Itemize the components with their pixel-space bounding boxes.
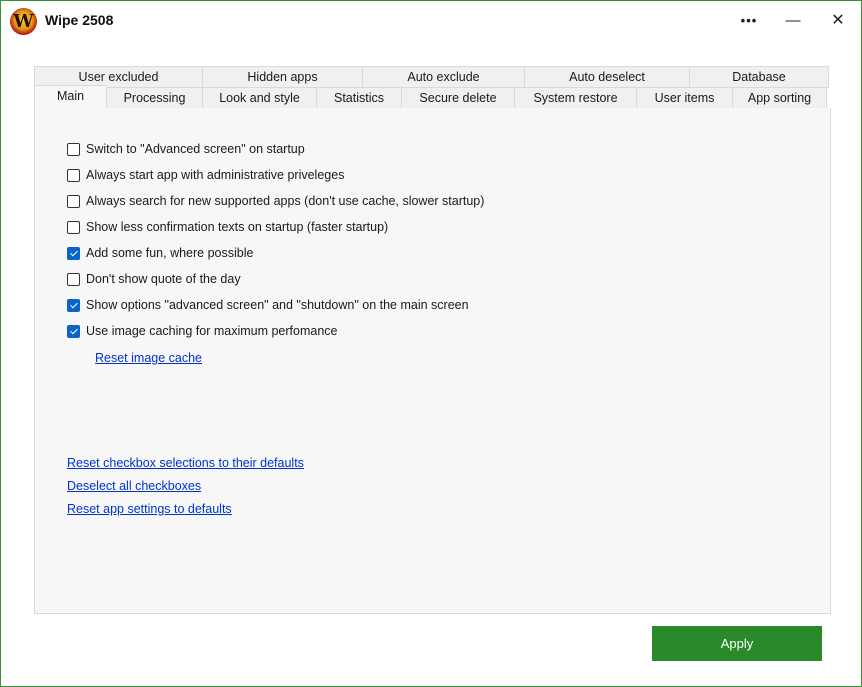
option-add-fun[interactable] [67, 244, 253, 262]
tab-secure-delete[interactable]: Secure delete [401, 87, 514, 109]
option-advanced-screen-startup[interactable] [67, 140, 305, 158]
option-label: Use image caching for maximum perfomance [86, 324, 338, 338]
checkbox[interactable] [67, 169, 80, 182]
more-options-button[interactable]: ••• [740, 13, 758, 28]
tab-auto-exclude[interactable]: Auto exclude [362, 66, 524, 88]
tab-user-excluded[interactable]: User excluded [34, 66, 202, 88]
minimize-button[interactable]: — [785, 12, 801, 29]
reset-checkbox-defaults-link[interactable]: Reset checkbox selections to their defaults [67, 456, 304, 470]
option-label: Add some fun, where possible [86, 246, 254, 260]
apply-button[interactable]: Apply [652, 626, 822, 661]
app-logo-icon: W [10, 8, 37, 35]
tab-processing[interactable]: Processing [106, 87, 202, 109]
option-admin-privileges[interactable] [67, 166, 344, 184]
option-label: Always search for new supported apps (don't use cache, slower startup) [86, 194, 485, 208]
tab-system-restore[interactable]: System restore [514, 87, 636, 109]
checkbox[interactable] [67, 143, 80, 156]
option-label: Always start app with administrative priveleges [86, 168, 345, 182]
option-show-advanced-shutdown[interactable] [67, 296, 469, 314]
option-search-new-apps[interactable] [67, 192, 484, 210]
tab-user-items[interactable]: User items [636, 87, 732, 109]
title-bar [1, 1, 861, 41]
checkbox[interactable] [67, 299, 80, 312]
option-no-quote[interactable] [67, 270, 241, 288]
option-label: Show options "advanced screen" and "shutdown" on the main screen [86, 298, 469, 312]
option-label: Switch to "Advanced screen" on startup [86, 142, 305, 156]
tab-hidden-apps[interactable]: Hidden apps [202, 66, 362, 88]
tab-row-front [34, 87, 827, 109]
close-button[interactable]: ✕ [831, 12, 845, 29]
tab-row-back [34, 66, 829, 88]
option-label: Show less confirmation texts on startup (faster startup) [86, 220, 389, 234]
checkbox[interactable] [67, 325, 80, 338]
option-label: Don't show quote of the day [86, 272, 241, 286]
tab-main[interactable]: Main [34, 85, 106, 109]
tab-database[interactable]: Database [689, 66, 829, 88]
tab-look-and-style[interactable]: Look and style [202, 87, 316, 109]
reset-image-cache-link[interactable]: Reset image cache [95, 351, 203, 365]
deselect-all-link[interactable]: Deselect all checkboxes [67, 479, 202, 493]
reset-app-settings-link[interactable]: Reset app settings to defaults [67, 502, 232, 516]
checkbox[interactable] [67, 273, 80, 286]
window-title: Wipe 2508 [45, 12, 114, 28]
tab-statistics[interactable]: Statistics [316, 87, 401, 109]
tab-app-sorting[interactable]: App sorting [732, 87, 827, 109]
option-less-confirmation[interactable] [67, 218, 388, 236]
main-tab-panel [34, 108, 831, 614]
tab-auto-deselect[interactable]: Auto deselect [524, 66, 689, 88]
checkbox[interactable] [67, 195, 80, 208]
checkbox[interactable] [67, 247, 80, 260]
option-image-caching[interactable] [67, 322, 338, 340]
checkbox[interactable] [67, 221, 80, 234]
